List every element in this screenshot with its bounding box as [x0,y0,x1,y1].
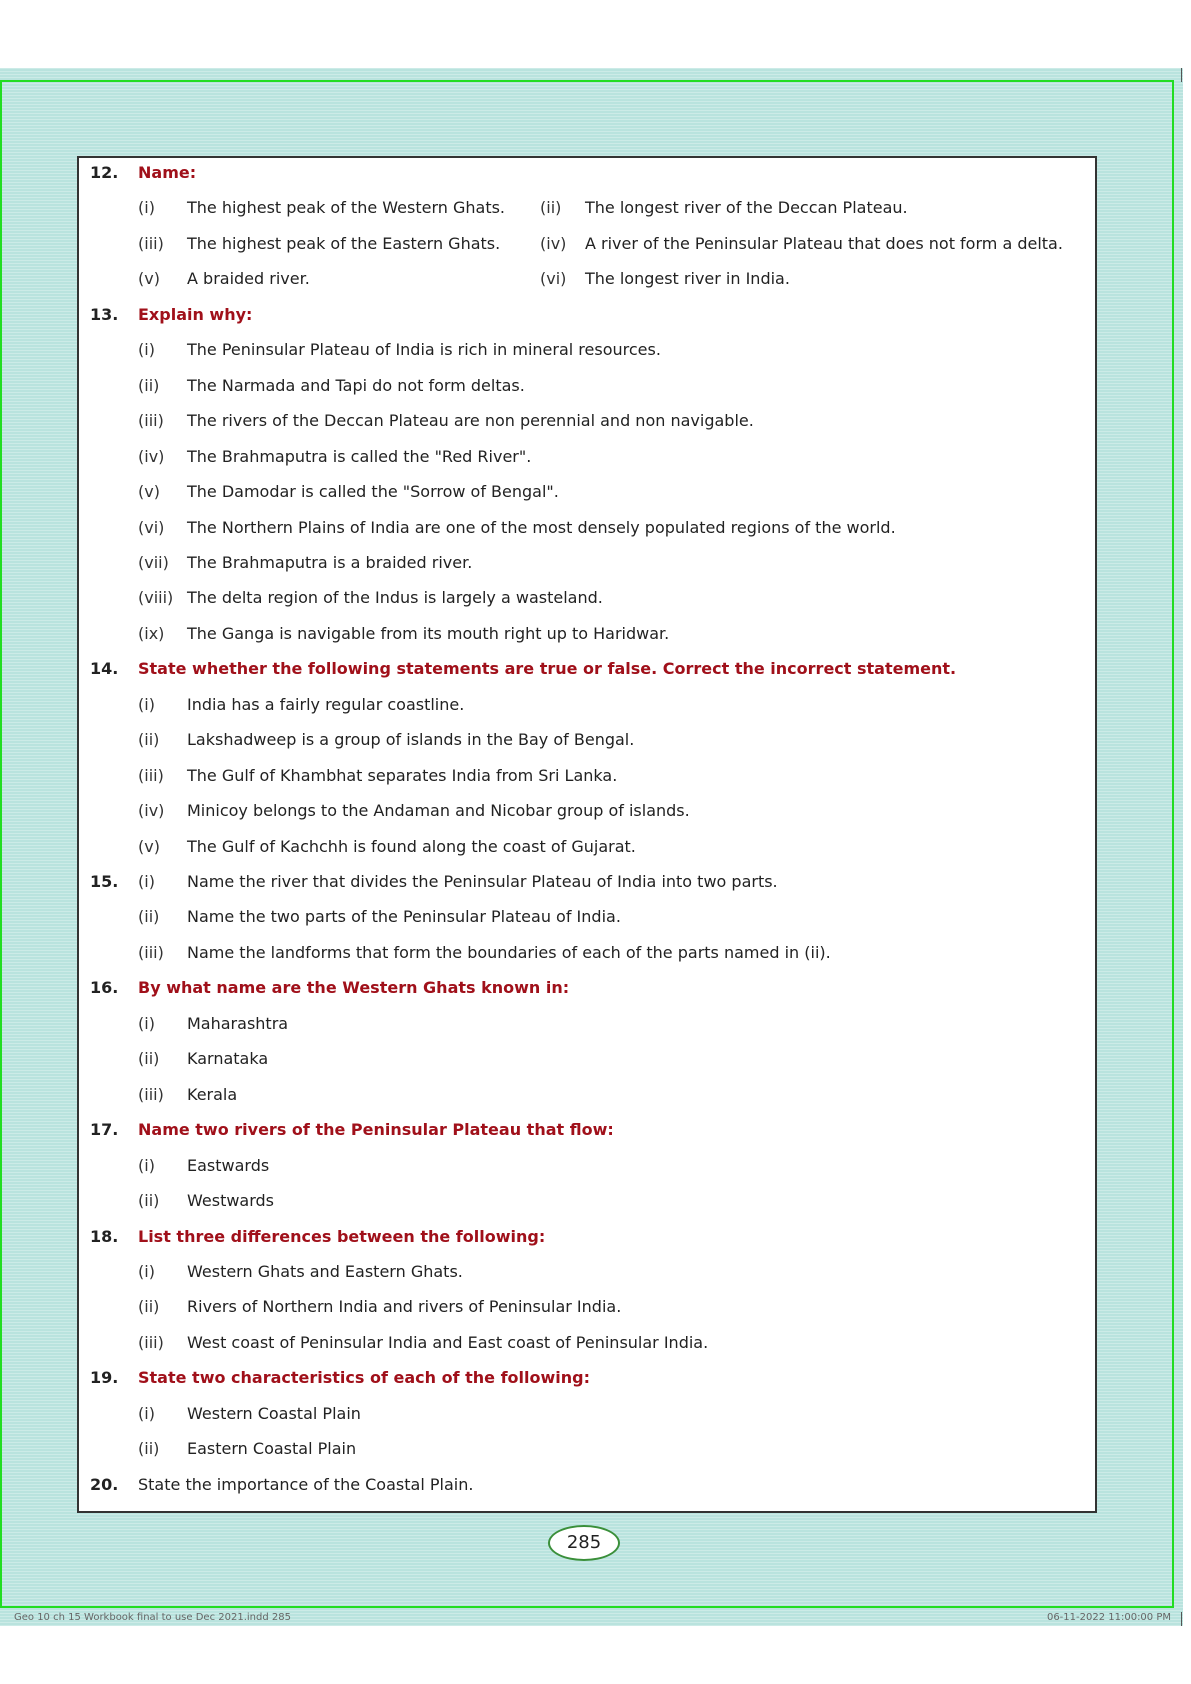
question-row [79,300,1095,330]
sub-question-text: The Northern Plains of India are one of the most densely populated regions of the world. [187,517,896,537]
crop-mark [1181,68,1182,82]
roman-numeral: (ii) [138,1049,160,1069]
question-number: 16. [90,978,119,998]
sub-question-text: Minicoy belongs to the Andaman and Nicobar group of islands. [187,801,690,821]
sub-question-text: Maharashtra [187,1013,289,1033]
question-number: 14. [90,659,119,679]
sub-question-row [79,442,1095,472]
sub-question-row [79,1328,1095,1358]
question-number: 20. [90,1474,119,1494]
sub-question-row [79,583,1095,613]
roman-numeral: (i) [138,1261,155,1281]
roman-numeral: (viii) [138,588,174,608]
sub-question-row [79,406,1095,436]
roman-numeral: (i) [138,198,155,218]
sub-question-row [79,1044,1095,1074]
sub-question-text: The delta region of the Indus is largely a wasteland. [187,588,603,608]
sub-question-row [79,1292,1095,1322]
roman-numeral: (ix) [138,623,165,643]
sub-question-text: Name the river that divides the Peninsular Plateau of India into two parts. [187,872,778,891]
sub-question-text: Karnataka [187,1049,269,1069]
sub-question-row [79,477,1095,507]
roman-numeral: (iii) [138,411,164,431]
sub-question-text: West coast of Peninsular India and East coast of Peninsular India. [187,1332,709,1352]
sub-question-text: The Damodar is called the "Sorrow of Bengal". [187,482,559,502]
sub-question-text: The rivers of the Deccan Plateau are non perennial and non navigable. [187,411,754,431]
sub-question-row [79,619,1095,649]
question-row [79,1470,1095,1500]
roman-numeral: (i) [138,1155,155,1175]
roman-numeral: (ii) [138,1191,160,1211]
roman-numeral: (iii) [138,1332,164,1352]
question-row [79,973,1095,1003]
roman-numeral: (iv) [138,801,165,821]
sub-question-row [79,1434,1095,1464]
question-heading: List three differences between the following: [138,1226,546,1246]
sub-question-text: Eastwards [187,1155,270,1175]
sub-question-text: The Brahmaputra is a braided river. [187,552,473,572]
sub-question-row [79,1080,1095,1110]
page-number: 285 [548,1525,620,1561]
roman-numeral: (v) [138,836,160,856]
sub-question-text: India has a fairly regular coastline. [187,694,465,714]
sub-question-row [79,1186,1095,1216]
worksheet-panel [77,156,1097,1513]
roman-numeral: (i) [138,1403,155,1423]
sub-question-text: Western Coastal Plain [187,1403,361,1423]
roman-numeral: (v) [138,482,160,502]
sub-question-text: Kerala [187,1084,238,1104]
roman-numeral: (i) [138,872,155,891]
question-heading: State whether the following statements are true or false. Correct the incorrect statement. [138,659,957,679]
sub-question-text: Western Ghats and Eastern Ghats. [187,1261,463,1281]
question-heading: Name: [138,163,197,182]
sub-question-row [79,548,1095,578]
question-number: 15. [90,872,119,891]
sub-question-row [79,371,1095,401]
sub-question-row [79,761,1095,791]
sub-question-row [79,725,1095,755]
question-row [79,158,1095,188]
question-row [79,654,1095,684]
roman-numeral: (iv) [540,233,567,253]
question-heading: Name two rivers of the Peninsular Plateau that flow: [138,1120,614,1140]
roman-numeral: (ii) [138,1297,160,1317]
question-number: 18. [90,1226,119,1246]
roman-numeral: (i) [138,694,155,714]
roman-numeral: (vi) [540,269,567,289]
timestamp-slug: 06-11-2022 11:00:00 PM [1046,1612,1171,1623]
sub-question-row [79,1009,1095,1039]
sub-question-text: The Gulf of Khambhat separates India from Sri Lanka. [187,765,618,785]
sub-question-row [79,1399,1095,1429]
sub-question-pair-row [79,264,1095,294]
roman-numeral: (vi) [138,517,165,537]
crop-mark [1181,1612,1182,1626]
roman-numeral: (ii) [138,907,160,927]
page-edge [1183,68,1191,1626]
question-heading: By what name are the Western Ghats known in: [138,978,570,998]
sub-question-text: The highest peak of the Eastern Ghats. [187,233,501,253]
roman-numeral: (iv) [138,446,165,466]
sub-question-text: Eastern Coastal Plain [187,1439,357,1459]
roman-numeral: (i) [138,340,155,360]
sub-question-text: Lakshadweep is a group of islands in the Bay of Bengal. [187,730,635,750]
question-text: State the importance of the Coastal Plain. [138,1474,474,1494]
sub-question-pair-row [79,193,1095,223]
question-heading: Explain why: [138,304,253,324]
roman-numeral: (iii) [138,233,164,253]
file-slug: Geo 10 ch 15 Workbook final to use Dec 2021.indd 285 [14,1612,291,1623]
roman-numeral: (v) [138,269,160,289]
sub-question-pair-row [79,229,1095,259]
roman-numeral: (iii) [138,1084,164,1104]
sub-question-row [79,938,1095,968]
sub-question-text: The Gulf of Kachchh is found along the coast of Gujarat. [187,836,636,856]
sub-question-text: The Narmada and Tapi do not form deltas. [187,375,525,395]
question-number: 12. [90,163,119,182]
question-number: 19. [90,1368,119,1388]
sub-question-text: Rivers of Northern India and rivers of Peninsular India. [187,1297,622,1317]
roman-numeral: (ii) [138,375,160,395]
sub-question-text: The longest river of the Deccan Plateau. [585,198,908,218]
sub-question-text: The Brahmaputra is called the "Red River". [187,446,532,466]
sub-question-text: The Ganga is navigable from its mouth right up to Haridwar. [187,623,670,643]
sub-question-text: A braided river. [187,269,310,289]
roman-numeral: (ii) [540,198,562,218]
question-number: 17. [90,1120,119,1140]
roman-numeral: (ii) [138,730,160,750]
sub-question-text: A river of the Peninsular Plateau that does not form a delta. [585,233,1063,253]
roman-numeral: (vii) [138,552,169,572]
roman-numeral: (ii) [138,1439,160,1459]
sub-question-text: Name the landforms that form the boundaries of each of the parts named in (ii). [187,942,831,962]
question-row [79,1222,1095,1252]
sub-question-row [79,335,1095,365]
sub-question-row [79,867,1095,897]
sub-question-text: The highest peak of the Western Ghats. [187,198,506,218]
sub-question-row [79,1151,1095,1181]
sub-question-text: Name the two parts of the Peninsular Plateau of India. [187,907,621,927]
sub-question-row [79,832,1095,862]
question-row [79,1115,1095,1145]
roman-numeral: (iii) [138,942,164,962]
question-heading: State two characteristics of each of the following: [138,1368,591,1388]
sub-question-row [79,796,1095,826]
sub-question-text: Westwards [187,1191,275,1211]
roman-numeral: (i) [138,1013,155,1033]
sub-question-row [79,902,1095,932]
roman-numeral: (iii) [138,765,164,785]
question-row [79,1363,1095,1393]
sub-question-text: The Peninsular Plateau of India is rich in mineral resources. [187,340,661,360]
sub-question-text: The longest river in India. [585,269,790,289]
sub-question-row [79,690,1095,720]
question-number: 13. [90,304,119,324]
sub-question-row [79,1257,1095,1287]
sub-question-row [79,513,1095,543]
